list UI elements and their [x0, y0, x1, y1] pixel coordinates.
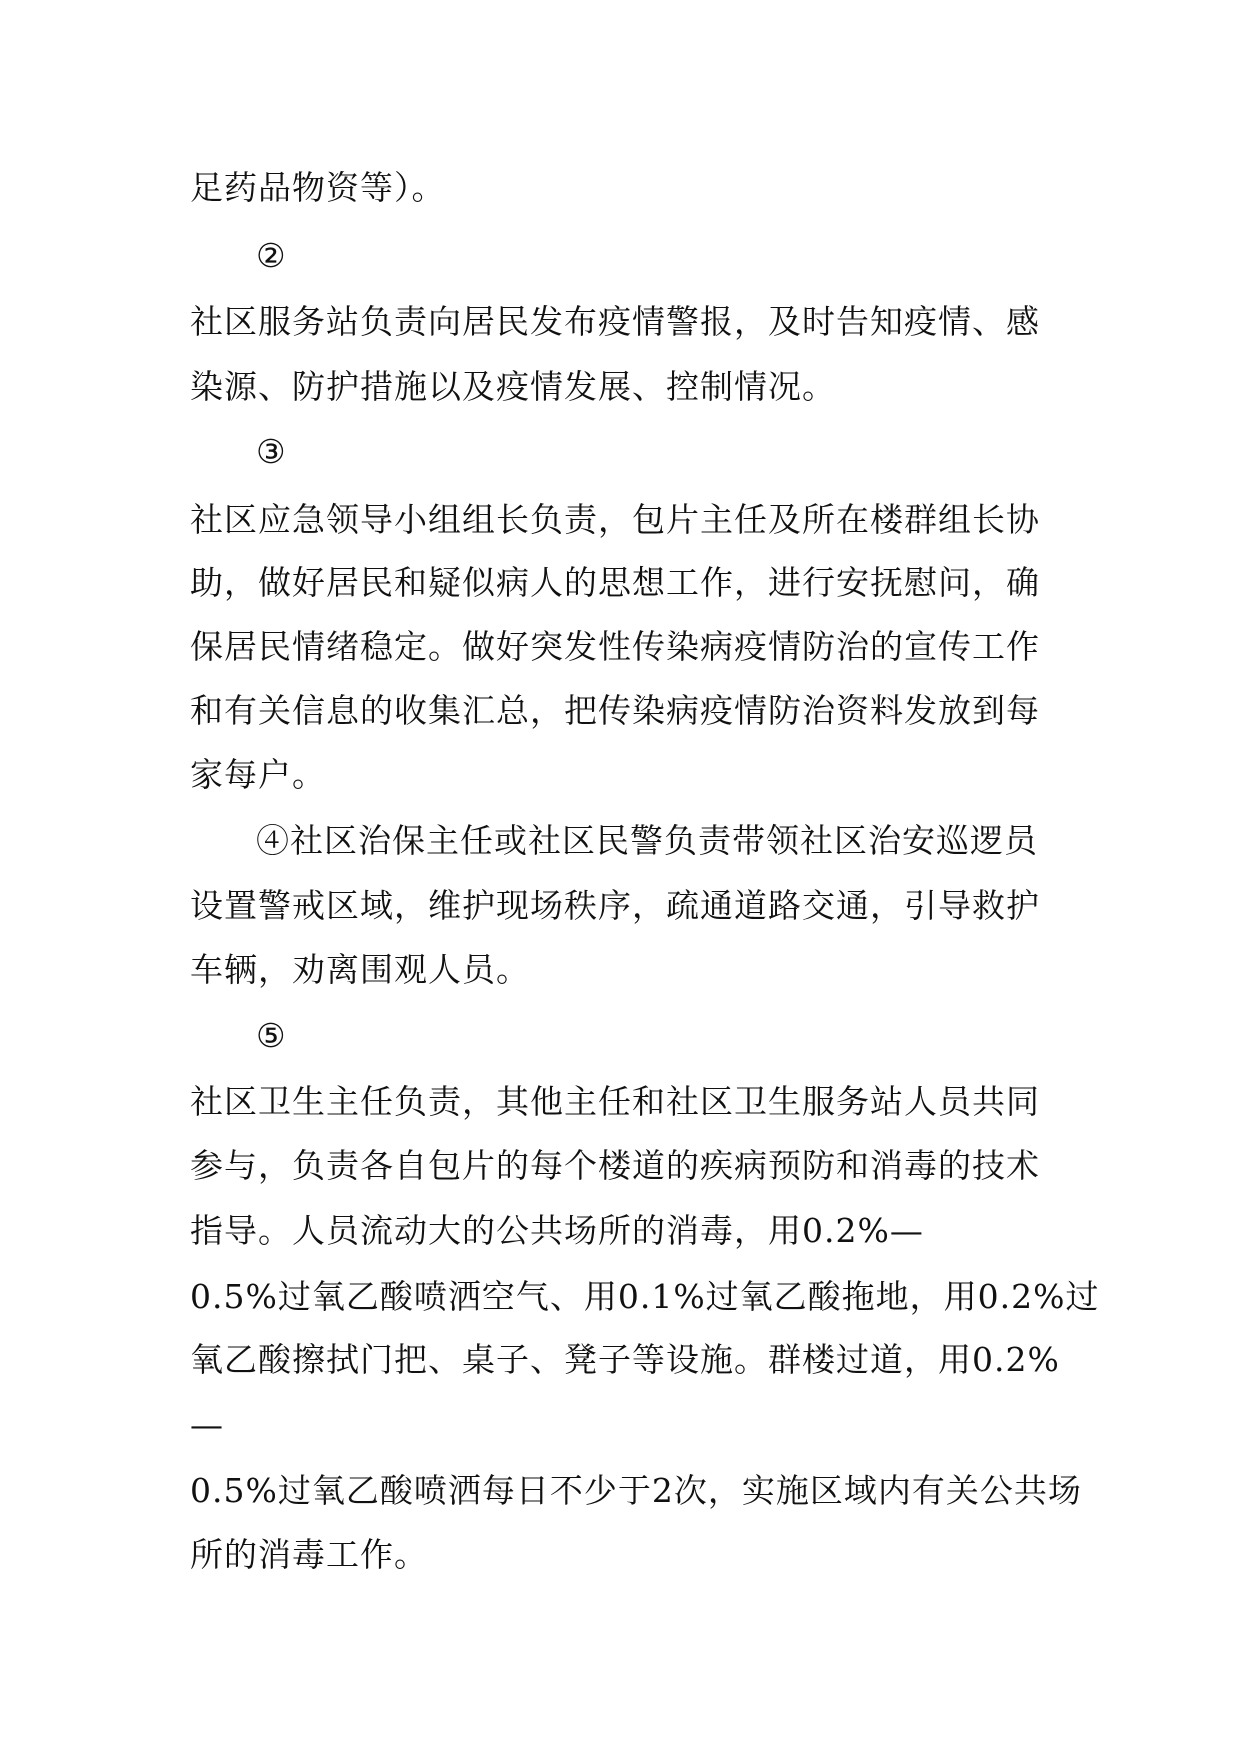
text-line: 参与，负责各自包片的每个楼道的疾病预防和消毒的技术: [190, 1146, 1040, 1185]
text-line: 保居民情绪稳定。做好突发性传染病疫情防治的宣传工作: [190, 627, 1040, 666]
text-line: 指导。人员流动大的公共场所的消毒，用0.2%—: [190, 1211, 924, 1250]
text-line: 车辆，劝离围观人员。: [190, 950, 530, 989]
text-line: 氧乙酸擦拭门把、桌子、凳子等设施。群楼过道，用0.2%: [190, 1340, 1060, 1379]
text-line: 足药品物资等）。: [190, 168, 446, 207]
text-line: 助，做好居民和疑似病人的思想工作，进行安抚慰问，确: [190, 563, 1040, 602]
text-line: 社区应急领导小组组长负责，包片主任及所在楼群组长协: [190, 500, 1040, 539]
text-line: 社区卫生主任负责，其他主任和社区卫生服务站人员共同: [190, 1082, 1040, 1121]
text-line: 所的消毒工作。: [190, 1535, 428, 1574]
list-marker-2: ②: [256, 236, 287, 275]
text-line: 设置警戒区域，维护现场秩序，疏通道路交通，引导救护: [190, 886, 1040, 925]
list-marker-5: ⑤: [256, 1016, 287, 1055]
text-line: 家每户。: [190, 755, 326, 794]
text-line: 0.5%过氧乙酸喷洒空气、用0.1%过氧乙酸拖地，用0.2%过: [190, 1277, 1100, 1316]
text-line: 社区服务站负责向居民发布疫情警报，及时告知疫情、感: [190, 302, 1040, 341]
text-line: 染源、防护措施以及疫情发展、控制情况。: [190, 367, 836, 406]
list-marker-3: ③: [256, 432, 287, 471]
text-line: 和有关信息的收集汇总，把传染病疫情防治资料发放到每: [190, 691, 1040, 730]
text-line: —: [190, 1405, 224, 1444]
text-line: 0.5%过氧乙酸喷洒每日不少于2次，实施区域内有关公共场: [190, 1471, 1082, 1510]
text-line: ④社区治保主任或社区民警负责带领社区治安巡逻员: [256, 821, 1038, 860]
